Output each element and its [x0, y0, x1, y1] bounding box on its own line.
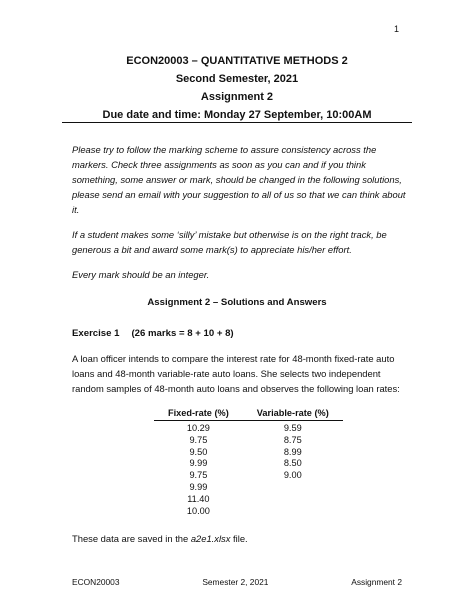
- table-cell: 9.75: [189, 470, 208, 481]
- header-divider: [62, 122, 412, 123]
- page-number: 1: [394, 24, 400, 34]
- course-title: ECON20003 – QUANTITATIVE METHODS 2: [126, 55, 348, 67]
- table-cell: 9.50: [189, 446, 208, 457]
- table-row: [154, 470, 343, 482]
- exercise-label: Exercise 1: [72, 328, 120, 339]
- note-paragraph: If a student makes some ‘silly’ mistake but otherwise is on the right track, be generous a bit and award some mark(s) to appreciate his/her effort.: [72, 229, 387, 255]
- table-cell: [243, 494, 343, 506]
- footnote-suffix: file.: [230, 533, 248, 544]
- section-title: Assignment 2 – Solutions and Answers: [147, 297, 327, 308]
- table-cell: 8.99: [283, 446, 302, 457]
- table-row: [154, 482, 343, 494]
- footer-course: ECON20003: [72, 577, 120, 587]
- data-file-name: a2e1.xlsx: [190, 533, 231, 544]
- footnote-prefix: These data are saved in the: [72, 533, 191, 544]
- table-row: [154, 506, 343, 518]
- table-cell: 9.00: [283, 470, 302, 481]
- data-file-note: [72, 533, 248, 544]
- table-row: [154, 494, 343, 506]
- assignment-title: Assignment 2: [200, 91, 274, 103]
- footer-semester: Semester 2, 2021: [202, 577, 269, 587]
- table-cell: [243, 482, 343, 494]
- note-paragraph: Please try to follow the marking scheme to assure consistency across the markers. Check three assignments as soon as you can and if you think something, some answer or mark, should be changed in the following solutions, please send an email with your suggestion to all of us so that we can think about it.: [72, 144, 406, 215]
- exercise-heading: [72, 328, 234, 339]
- table-cell: 9.75: [189, 434, 208, 445]
- table-cell: 10.00: [186, 505, 210, 516]
- due-date: Due date and time: Monday 27 September, 10:00AM: [102, 109, 372, 121]
- loan-rates-table: [154, 407, 343, 517]
- column-header-fixed: Fixed-rate (%): [154, 407, 243, 421]
- table-cell: [243, 506, 343, 518]
- column-header-variable: Variable-rate (%): [243, 407, 343, 421]
- table-cell: 11.40: [187, 493, 210, 504]
- table-row: [154, 421, 343, 435]
- table-cell: 8.50: [283, 458, 302, 469]
- page-footer: [72, 577, 402, 587]
- footer-assignment: Assignment 2: [351, 577, 402, 587]
- semester-line: Second Semester, 2021: [175, 73, 299, 85]
- table-row: [154, 458, 343, 470]
- marker-notes: [72, 142, 412, 292]
- document-header: [0, 52, 474, 124]
- note-paragraph: Every mark should be an integer.: [72, 269, 210, 280]
- table-row: [154, 435, 343, 447]
- table-cell: 10.29: [186, 423, 210, 433]
- exercise-description: A loan officer intends to compare the interest rate for 48-month fixed-rate auto loans and 48-month variable-rate auto loans. She selects two independent random samples of 48-month auto loans and observes the following loan rates:: [72, 353, 400, 394]
- table-cell: 9.99: [189, 458, 208, 469]
- table-cell: 9.99: [189, 481, 208, 492]
- table-cell: 9.59: [283, 423, 302, 433]
- exercise-marks: (26 marks = 8 + 10 + 8): [131, 328, 234, 339]
- table-cell: 8.75: [283, 434, 302, 445]
- table-header-row: [154, 407, 343, 421]
- table-row: [154, 447, 343, 459]
